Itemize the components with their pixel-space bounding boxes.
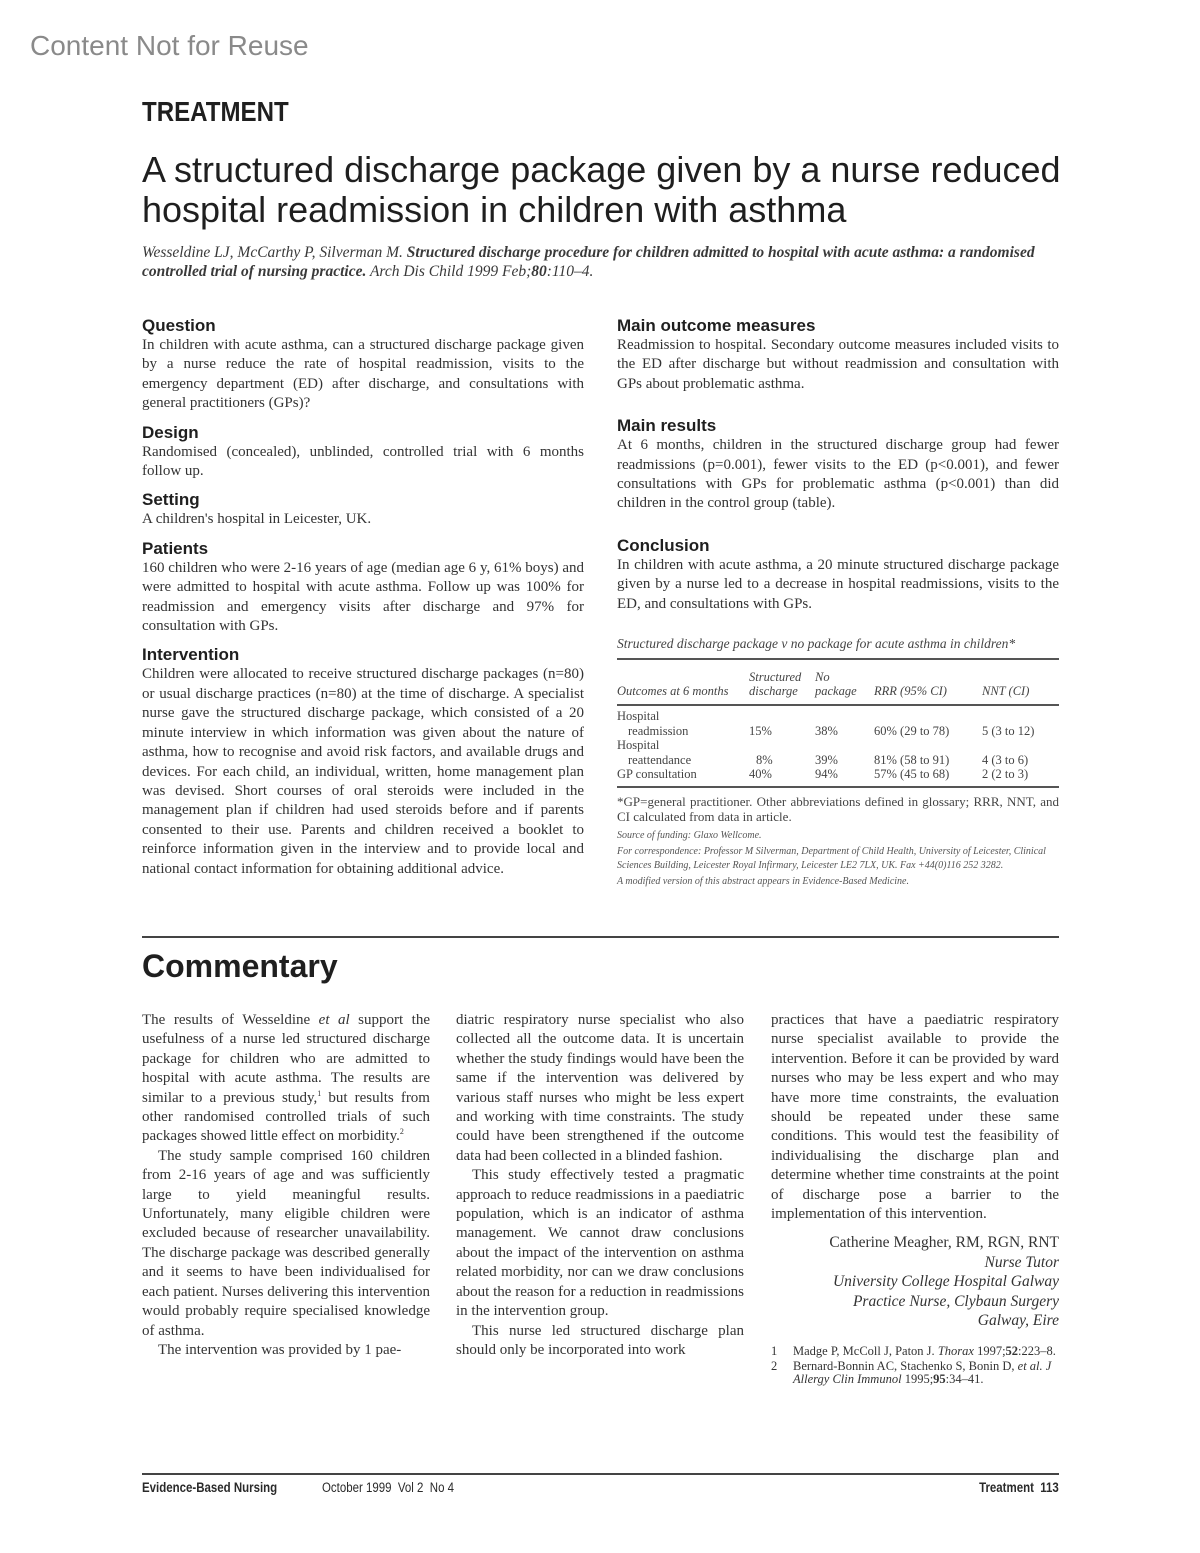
rrr-cell: 57% (45 to 68) (874, 767, 950, 782)
section-heading: Intervention (142, 645, 240, 665)
citation-title: Structured discharge procedure for children admitted to hospital with acute asthma: a randomised controlled trial of nursing practice. (142, 244, 1035, 280)
citation-authors: Wesseldine LJ, McCarthy P, Silverman M. (142, 244, 407, 261)
footer-journal: Evidence-Based Nursing (142, 1480, 278, 1495)
commentary-paragraph: This study effectively tested a pragmatic approach to reduce readmissions in a paediatric population, which is an indicator of asthma management. We cannot draw conclusions about the impact of the intervention on asthma related morbidity, nor can we draw conclusions about the reason for a reduction in readmissions in the intervention group. (456, 1167, 744, 1320)
correspondence-note: For correspondence: Professor M Silverman, Department of Child Health, University of Leicester, Clinical Sciences Building, Leicester Royal Infirmary, Leicester LE2 7LX, UK. Fax +44(0)116 252 3282. (617, 846, 1046, 871)
no-package-cell: 94% (815, 767, 838, 782)
outcome-cell: GP consultation (617, 767, 697, 782)
modified-version-note: A modified version of this abstract appears in Evidence-Based Medicine. (617, 876, 909, 888)
section-kicker: TREATMENT (142, 96, 289, 127)
commentary-paragraph: practices that have a paediatric respiratory nurse specialist available to provide the intervention. Before it can be provided by ward nurses who may be less expert and who may have more time constraints, the evaluation should be repeated under these same conditions. This would test the feasibility of individualising the discharge plan and determine whether time constraints at the point of discharge pose a barrier to the implementation of this intervention. (771, 1012, 1059, 1223)
results-table (617, 658, 1059, 788)
commentary-paragraph: diatric respiratory nurse specialist who also collected all the outcome data. It is uncertain whether the study findings would have been the same if the intervention was delivered by various staff nurses who might be less expert and working with time constraints. The study could have been strengthened if the outcome data had been collected in a blinded fashion. (456, 1012, 744, 1164)
author-role: Nurse Tutor (984, 1253, 1059, 1271)
outcome-cell: Hospital readmission (617, 709, 689, 738)
nnt-cell: 5 (3 to 12) (982, 723, 1035, 738)
citation-source: Arch Dis Child 1999 Feb; (366, 263, 532, 280)
author-affiliation: Practice Nurse, Clybaun Surgery (852, 1292, 1059, 1310)
section-heading: Question (142, 316, 216, 335)
section-main-outcome-measures (617, 316, 1059, 394)
table-row (617, 738, 1059, 767)
table-title: Structured discharge package v no package for acute asthma in children* (617, 636, 1016, 652)
commentary-paragraph: This nurse led structured discharge plan should only be incorporated into work (456, 1322, 744, 1358)
rrr-cell: 81% (58 to 91) (874, 752, 950, 767)
table-row (617, 705, 1059, 738)
reference-number: 2 (771, 1358, 778, 1373)
header-nnt: NNT (CI) (982, 659, 1059, 705)
citation-volume: 80 (531, 263, 547, 280)
section-heading: Main results (617, 416, 717, 436)
reference-number: 1 (771, 1343, 778, 1358)
table-footnote: *GP=general practitioner. Other abbreviations defined in glossary; RRR, NNT, and CI calculated from data in article. (617, 793, 1059, 825)
header-structured: Structured discharge (749, 659, 815, 705)
header-rrr: RRR (95% CI) (874, 659, 982, 705)
structured-cell: 8% (756, 752, 773, 767)
abstract-left-column (142, 316, 584, 888)
structured-cell: 40% (749, 767, 772, 782)
commentary-paragraph: The intervention was provided by 1 pae- (158, 1341, 402, 1358)
reference-text: Bernard-Bonnin AC, Stachenko S, Bonin D, et al. J Allergy Clin Immunol 1995;95:34–41. (793, 1358, 1052, 1386)
section-question (142, 316, 584, 414)
commentary-paragraph: The study sample comprised 160 children from 2-16 years of age and was sufficiently large to yield meaningful results. Unfortunately, many eligible children were excluded because of researcher unavailability. The discharge package was described generally and it seems to have been individualised for each patient. Nurses delivering this intervention would probably require specialised knowledge of asthma. (142, 1147, 430, 1339)
section-text: Children were allocated to receive structured discharge packages (n=80) or usual discharge practices (n=80) at the time of discharge. A specialist nurse gave the structured discharge package, which consisted of a 20 minute interview in which information was given about the nature of asthma, how to recognise and avoid risk factors, and available drugs and devices. For each child, an individual, written, home management plan was devised. Short courses of oral steroids were included in the management plan if children had used steroids before and if parents consented to their use. Parents and children received a booklet to reinforce information given in the interview and to provide local and national contact information for obtaining additional advice. (142, 666, 584, 877)
outcome-cell: Hospital reattendance (617, 738, 692, 767)
section-text: Randomised (concealed), unblinded, controlled trial with 6 months follow up. (142, 443, 584, 480)
section-divider (142, 936, 1059, 938)
commentary-heading: Commentary (142, 948, 338, 984)
reference-text: Madge P, McColl J, Paton J. Thorax 1997;52:223–8. (793, 1343, 1056, 1358)
nnt-cell: 2 (2 to 3) (982, 767, 1029, 782)
citation (142, 243, 1062, 281)
abstract-right-column (617, 316, 1059, 892)
citation-pages: :110–4. (546, 263, 594, 280)
author-block (771, 1233, 1059, 1331)
no-package-cell: 39% (815, 752, 838, 767)
author-affiliation: University College Hospital Galway (832, 1273, 1059, 1291)
no-package-cell: 38% (815, 723, 838, 738)
section-text: At 6 months, children in the structured discharge group had fewer readmissions (p=0.001), fewer visits to the ED (p<0.001), and fewer consultations with GPs for problematic asthma (p<0.001) than did children in the control group (table). (617, 437, 1059, 512)
references-list (771, 1345, 1059, 1386)
section-conclusion (617, 536, 1059, 614)
section-setting (142, 490, 584, 529)
section-heading: Patients (142, 538, 209, 558)
section-text: In children with acute asthma, can a structured discharge package given by a nurse reduce the rate of hospital readmission, visits to the emergency department (ED) after discharge, and consultations with general practitioners (GPs)? (142, 337, 584, 412)
section-text: A children's hospital in Leicester, UK. (142, 511, 372, 528)
section-text: Readmission to hospital. Secondary outcome measures included visits to the ED after discharge but without readmission and consultation with GPs about problematic asthma. (617, 337, 1059, 392)
commentary-column-3 (771, 1011, 1059, 1388)
header-no-package: No package (815, 659, 874, 705)
section-heading: Design (142, 422, 199, 442)
section-heading: Setting (142, 490, 200, 510)
page-title: A structured discharge package given by a nurse reduced hospital readmission in children with asthma (142, 149, 1061, 230)
author-name: Catherine Meagher, RM, RGN, RNT (829, 1234, 1059, 1252)
nnt-cell: 4 (3 to 6) (982, 752, 1029, 767)
author-location: Galway, Eire (977, 1312, 1059, 1330)
footer-divider (142, 1473, 1059, 1475)
section-intervention (142, 645, 584, 878)
table-row (617, 767, 1059, 787)
table-header-row (617, 659, 1059, 705)
footer-issue: October 1999 Vol 2 No 4 (322, 1480, 455, 1495)
header-outcome: Outcomes at 6 months (617, 659, 749, 705)
funding-note: Source of funding: Glaxo Wellcome. (617, 829, 762, 841)
rrr-cell: 60% (29 to 78) (874, 723, 950, 738)
section-heading: Main outcome measures (617, 316, 816, 335)
watermark: Content Not for Reuse (30, 30, 309, 61)
commentary-column-2 (456, 1011, 744, 1360)
reference-item (771, 1345, 1059, 1358)
structured-cell: 15% (749, 723, 772, 738)
section-text: 160 children who were 2-16 years of age (median age 6 y, 61% boys) and were admitted to hospital with acute asthma. Follow up was 100% for readmission and emergency visits after discharge and 97% for consultation with GPs. (142, 559, 584, 635)
section-main-results (617, 416, 1059, 514)
reference-item (771, 1360, 1059, 1386)
commentary-column-1 (142, 1011, 430, 1360)
commentary-paragraph: The results of Wesseldine et al support the usefulness of a nurse led structured discharge package for children who are admitted to hospital with acute asthma. The results are similar to a previous study,$^1$ but results from other randomised controlled trials of such packages showed little effect on morbidity.$^2$ (142, 1012, 430, 1145)
section-design (142, 423, 584, 482)
section-text: In children with acute asthma, a 20 minute structured discharge package given by a nurse led to a decrease in hospital readmissions, visits to the ED, and consultations with GPs. (617, 556, 1059, 612)
footer-page: Treatment 113 (979, 1480, 1059, 1495)
section-heading: Conclusion (617, 535, 710, 555)
section-patients (142, 539, 584, 637)
